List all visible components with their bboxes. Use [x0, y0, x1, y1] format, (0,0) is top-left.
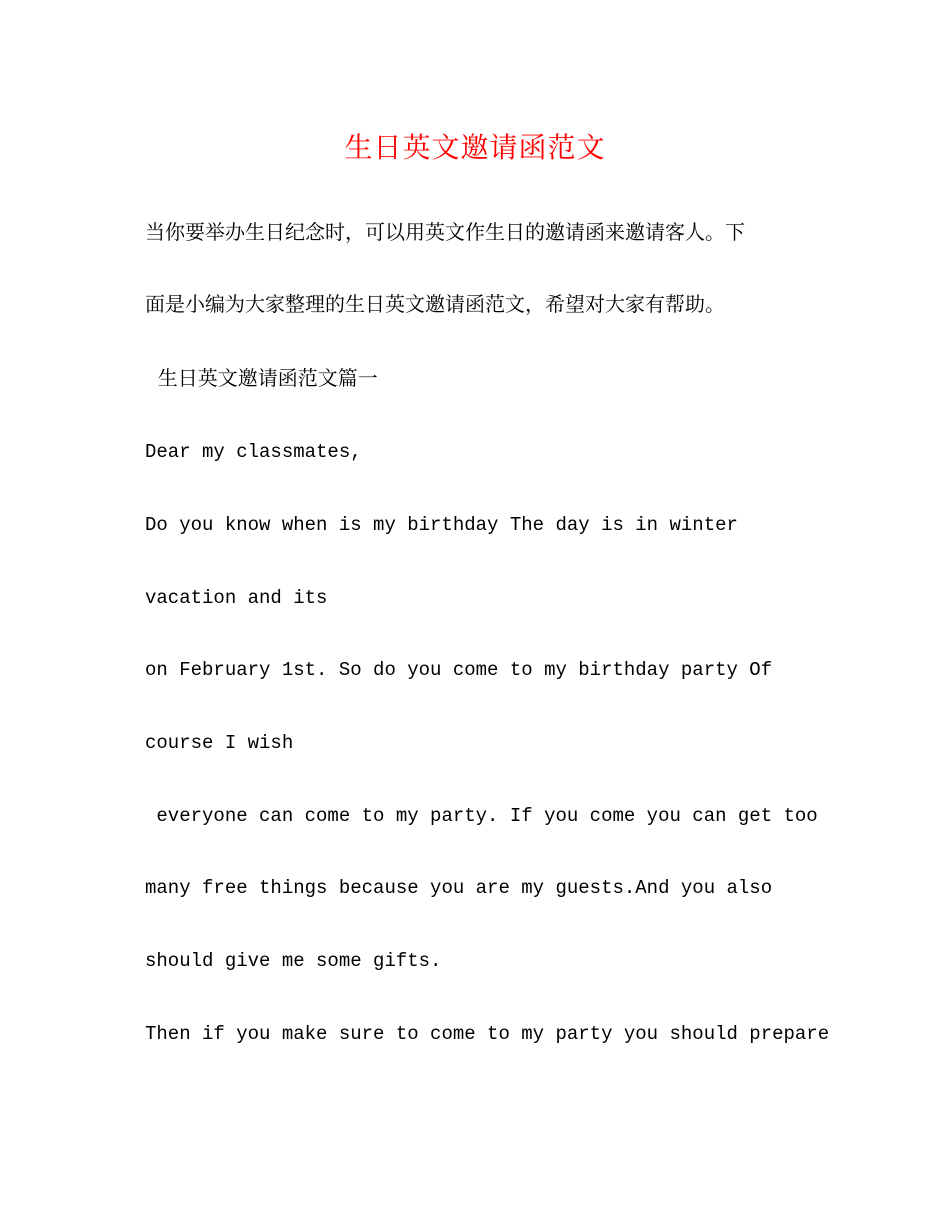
letter-line-8: should give me some gifts. — [145, 950, 442, 972]
letter-line-4: on February 1st. So do you come to my birthday party Of — [145, 659, 773, 681]
letter-line-6: everyone can come to my party. If you come you can get too — [145, 805, 818, 827]
letter-line-3: vacation and its — [145, 587, 328, 609]
letter-line-7: many free things because you are my guests.And you also — [145, 877, 773, 899]
letter-line-2: Do you know when is my birthday The day is in winter — [145, 514, 738, 536]
section-heading: 生日英文邀请函范文篇一 — [145, 366, 378, 390]
intro-line-2: 面是小编为大家整理的生日英文邀请函范文，希望对大家有帮助。 — [145, 292, 725, 316]
letter-line-5: course I wish — [145, 732, 294, 754]
document-title: 生日英文邀请函范文 — [344, 131, 606, 164]
intro-line-1: 当你要举办生日纪念时，可以用英文作生日的邀请函来邀请客人。下 — [145, 220, 745, 244]
letter-line-9: Then if you make sure to come to my party you should prepare — [145, 1023, 830, 1045]
letter-line-1: Dear my classmates, — [145, 441, 362, 463]
